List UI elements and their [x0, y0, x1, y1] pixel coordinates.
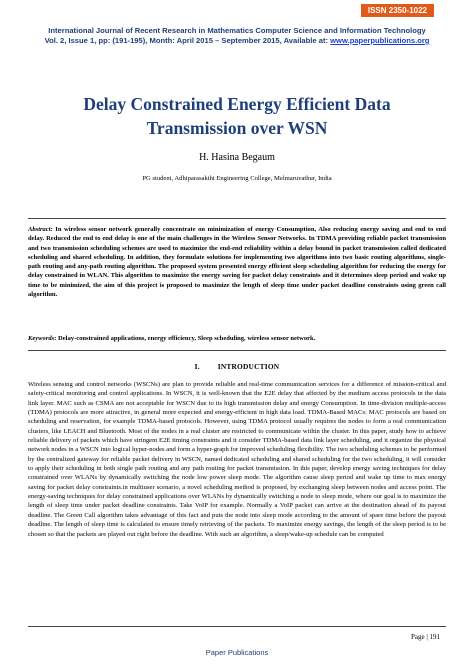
journal-issue-info — [22, 36, 452, 46]
keywords-text: : Delay-constrained applications, energy efficiency, Sleep scheduling, wireless sensor network. — [54, 335, 316, 342]
paper-title — [20, 92, 454, 140]
journal-name: International Journal of Recent Research in Mathematics Computer Science and Information Technology — [48, 26, 426, 35]
keywords-label: Keywords — [28, 335, 55, 342]
page-number-value: 191 — [429, 633, 440, 641]
journal-header — [22, 26, 452, 46]
abstract — [28, 225, 446, 299]
paper-title-line-2: Transmission over WSN — [146, 118, 328, 138]
abstract-text: In wireless sensor network generally concentrate on minimization of energy Consumption, Also reducing energy saving and end to end delay. Reduced the end to end delay is one of the main challenges in the Wireless Sensor Networks. In TDMA providing reliable packet transmission and two transmission scheduling schemes are used to maximize the end-end reliability within a delay bound in packet transmission called dedicated scheduling and shared scheduling. In addition, they formulate solutions for implementing two algorithms into two basic routing algorithms, single-path routing and any-path routing algorithm. The proposed system presented energy efficient sleep scheduling algorithm for reducing the energy for delay constrained in WLAN. This algorithm to maximize the energy saving for packet delay constraints and it determines sleep period and wake up time to be minimized, the aim of this project is proposed to maximize the length of sleep time under packet deadline constraints using green call algorithm. — [28, 226, 447, 299]
page-number — [411, 633, 440, 641]
section-title: INTRODUCTION — [217, 362, 280, 371]
abstract-top-rule — [28, 218, 446, 219]
introduction-body: Wireless sensing and control networks (WSCNs) are plan to provide reliable and real-time communication services for a difference of mission-critical and safety-critical monitoring and control applications. In WSCN, it is well-known that the E2E delay that affected by the medium access protocols in the data link layer. MAC such as CSMA are not acceptable for WSCN due to its high transmission delay and energy Consumption. In time-division multiple-access (TDMA) protocols are more attractive, in general more expected and energy-efficient in high data load. TDMA-Based MACs: MAC protocols are based on scheduling and reservation, for example TDMA-based protocols. However, using TDMA protocol usually requires the nodes to form a real communication clusters, like LEACH and Bluetooth. Most of the nodes in a real cluster are restricted to communicate within the cluster. In this paper, study how to achieve reliable delivery of packets which have stringent E2E timing constraints and it consider TDMA-based data link layer scheduling, and it organize the physical network nodes in a WSCN into logical hyper-nodes and form a hyper-graph for improved scheduling flexibility. The two scheduling schemes to be performed by the centralized gateway for reliable packet delivery in WSCN, named dedicated scheduling and shared scheduling for the two scheduling, it will consider to apply their scheduling in both single path routing and any path routing for packet transmission. In this paper, develop energy saving techniques for delay constrained over WLANs by dynamically switching the node low power sleep mode. The algorithm cause sleep period and wake up time to max energy saving for packet delay constraints.in multiuser scenario, a novel scheduling method is proposed, by exchanging sleep between nodes and access point. The energy-saving techniques for delay constrained applications over WLANs by dynamically switching a node to sleep mode, where our goal is to maximize the length of sleep time under packet deadline constraints. Take VoIP for example. Normally a VoIP packet can arrive at the destination ahead of its payout deadline. The Green Call algorithm takes advantage of this fact and puts the node into sleep mode according to the amount of spare time before the payout deadline. The length of sleep time is calculated to ensure timely retrieving of the packets. To maximize energy savings, the length of the sleep period is to be chosen so that the packets are played out right before the deadline. With such an algorithm, a sleep/wake-up schedule can be computed — [28, 381, 446, 538]
abstract-label: Abstract: — [28, 226, 53, 233]
journal-website-link[interactable]: www.paperpublications.org — [330, 36, 430, 45]
footer-rule — [28, 626, 446, 627]
author-affiliation: PG student, Adhiparasakthi Engineering College, Melmaruvathur, India — [142, 175, 332, 182]
page-label: Page | — [410, 633, 430, 641]
author-name: H. Hasina Begaum — [199, 152, 275, 163]
keywords-bottom-rule — [28, 350, 446, 351]
section-number: I. — [194, 362, 200, 371]
section-heading — [0, 362, 474, 371]
publisher-name: Paper Publications — [205, 648, 269, 657]
paper-title-line-1: Delay Constrained Energy Efficient Data — [83, 94, 391, 114]
keywords — [28, 334, 446, 343]
issn-badge: ISSN 2350-1022 — [361, 4, 434, 17]
journal-volume-text: Vol. 2, Issue 1, pp: (191-195), Month: April 2015 – September 2015, Available at: — [44, 36, 331, 45]
